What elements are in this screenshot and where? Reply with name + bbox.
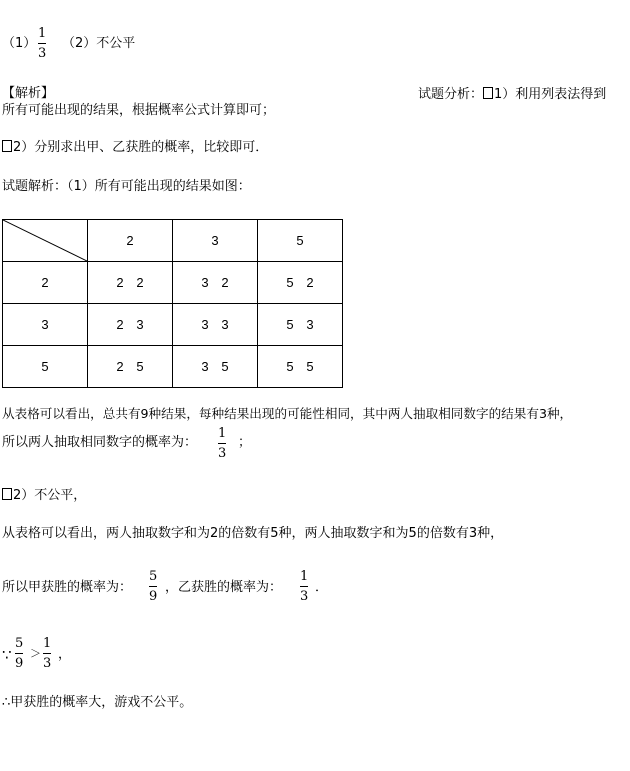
solution-paragraph-3: 从表格可以看出，两人抽取数字和为2的倍数有5种，两人抽取数字和为5的倍数有3种，: [2, 526, 504, 541]
same-number-probability-fraction: [218, 427, 226, 460]
jia-probability-fraction: [149, 570, 157, 603]
solution-intro: 试题解析：（1）所有可能出现的结果如图：: [2, 179, 251, 194]
fraction-denominator: 9: [149, 589, 158, 604]
fraction-numerator: 1: [218, 426, 227, 441]
since-symbol: ∵: [2, 646, 12, 664]
fraction-numerator: 5: [149, 569, 158, 584]
table-cell: 5 5: [258, 346, 343, 388]
missing-glyph-icon: [2, 140, 12, 152]
solution-paragraph-2-suffix: ；: [238, 435, 252, 450]
table-row-header: 2: [3, 262, 88, 304]
solution-paragraph-4-suffix: ．: [315, 580, 329, 595]
fraction-numerator: 5: [15, 636, 24, 651]
fraction-numerator: 1: [300, 569, 309, 584]
solution-paragraph-2: 所以两人抽取相同数字的概率为：: [2, 435, 198, 450]
table-header-row: [3, 220, 343, 262]
analysis-right-text: 试题分析： 1）利用列表法得到: [418, 87, 607, 102]
part2-label: 2）不公平，: [2, 488, 86, 502]
analysis-heading: 【解析】: [2, 86, 55, 101]
fraction-numerator: 1: [43, 636, 52, 651]
table-row-header: 3: [3, 304, 88, 346]
fraction-numerator: 1: [38, 26, 47, 41]
missing-glyph-icon: [2, 488, 12, 500]
yi-probability-fraction: [300, 570, 308, 603]
conclusion: ∴甲获胜的概率大，游戏不公平。: [2, 695, 193, 710]
missing-glyph-icon: [483, 87, 493, 99]
fraction-denominator: 3: [300, 589, 309, 604]
table-row: [3, 304, 343, 346]
table-cell: 5 3: [258, 304, 343, 346]
since-fraction-2: [43, 637, 51, 670]
fraction-denominator: 3: [218, 446, 227, 461]
table-corner-cell: [3, 220, 88, 262]
table-cell: 3 3: [173, 304, 258, 346]
table-cell: 5 2: [258, 262, 343, 304]
table-cell: 3 2: [173, 262, 258, 304]
since-suffix: ，: [58, 647, 72, 662]
table-row: [3, 346, 343, 388]
answer-part1-label: （1）: [2, 36, 37, 51]
fraction-denominator: 3: [43, 656, 52, 671]
analysis-line-1: 所有可能出现的结果，根据概率公式计算即可；: [2, 103, 276, 118]
table-cell: 3 5: [173, 346, 258, 388]
answer-part2: （2）不公平: [62, 36, 136, 51]
solution-paragraph-1: 从表格可以看出，总共有9种结果，每种结果出现的可能性相同，其中两人抽取相同数字的结果有3种，: [2, 406, 573, 421]
table-row: [3, 262, 343, 304]
outcome-table: [2, 219, 343, 388]
table-col-header: 2: [88, 220, 173, 262]
solution-paragraph-4: 所以甲获胜的概率为：: [2, 580, 133, 595]
since-fraction-1: [15, 637, 23, 670]
greater-than-symbol: ＞: [30, 647, 41, 660]
fraction-denominator: 3: [38, 46, 47, 61]
diagonal-line-icon: [3, 220, 87, 261]
table-cell: 2 5: [88, 346, 173, 388]
table-col-header: 3: [173, 220, 258, 262]
table-cell: 2 2: [88, 262, 173, 304]
fraction-denominator: 9: [15, 656, 24, 671]
table-col-header: 5: [258, 220, 343, 262]
solution-paragraph-4-mid: ，乙获胜的概率为：: [165, 580, 283, 595]
answer-part1-fraction: [38, 27, 46, 60]
table-cell: 2 3: [88, 304, 173, 346]
analysis-line-2: 2）分别求出甲、乙获胜的概率，比较即可．: [2, 140, 268, 154]
table-row-header: 5: [3, 346, 88, 388]
